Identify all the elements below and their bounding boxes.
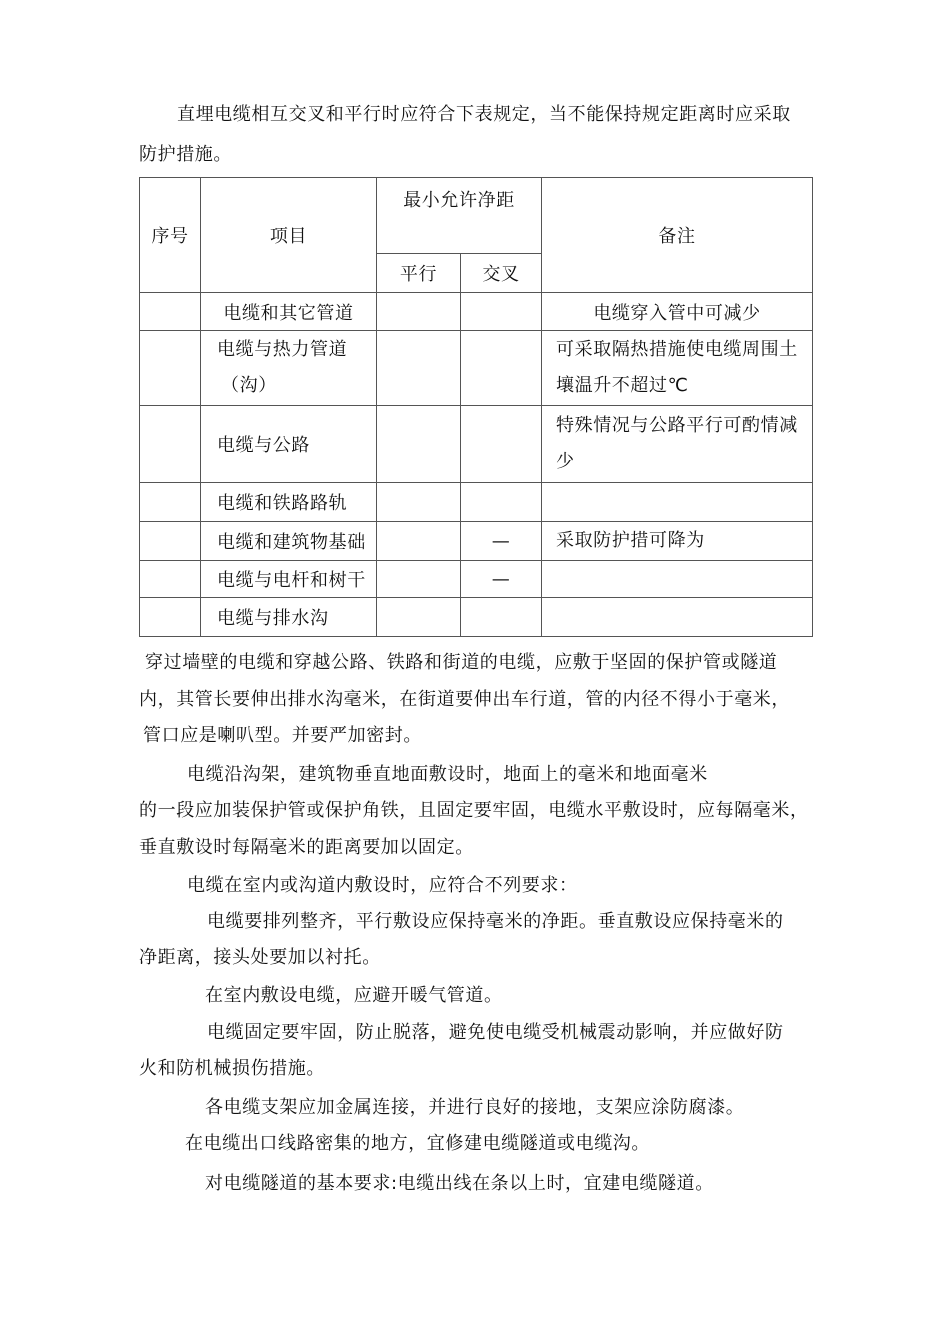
paragraph-8: 在电缆出口线路密集的地方，宜修建电缆隧道或电缆沟。 [185, 1133, 650, 1154]
paragraph-1-line-1: 穿过墙壁的电缆和穿越公路、铁路和街道的电缆，应敷于坚固的保护管或隧道 [145, 652, 778, 673]
header-item: 项目 [201, 178, 377, 293]
paragraph-1-line-3: 管口应是喇叭型。并要严加密封。 [143, 725, 422, 746]
paragraph-4-line-1: 电缆要排列整齐，平行敷设应保持毫米的净距。垂直敷设应保持毫米的 [207, 911, 784, 932]
row-remark: 电缆穿入管中可减少 [542, 293, 813, 331]
row-item: 电缆和铁路路轨 [201, 483, 377, 522]
intro-line-1: 直埋电缆相互交叉和平行时应符合下表规定，当不能保持规定距离时应采取 [177, 104, 791, 125]
intro-line-2: 防护措施。 [139, 144, 232, 165]
row-remark: 采取防护措可降为 [542, 522, 813, 561]
table-header-row [140, 178, 813, 254]
row-cross-dash: — [461, 561, 542, 598]
table-row [140, 522, 813, 561]
row-cross-dash: — [461, 522, 542, 561]
header-seq: 序号 [140, 178, 201, 293]
paragraph-3: 电缆在室内或沟道内敷设时，应符合不列要求： [187, 875, 578, 896]
table-row [140, 406, 813, 483]
paragraph-2-line-3: 垂直敷设时每隔毫米的距离要加以固定。 [139, 837, 474, 858]
row-remark [542, 483, 813, 522]
paragraph-6-line-1: 电缆固定要牢固，防止脱落，避免使电缆受机械震动影响，并应做好防 [207, 1022, 784, 1043]
paragraph-1-line-2: 内，其管长要伸出排水沟毫米，在街道要伸出车行道，管的内径不得小于毫米， [139, 689, 790, 710]
paragraph-2-line-1: 电缆沿沟架，建筑物垂直地面敷设时，地面上的毫米和地面毫米 [187, 764, 708, 785]
header-parallel: 平行 [377, 254, 461, 293]
table-row [140, 598, 813, 637]
table-row [140, 561, 813, 598]
spacing-table [139, 177, 813, 637]
row-item: 电缆与电杆和树干 [201, 561, 377, 598]
paragraph-6-line-2: 火和防机械损伤措施。 [139, 1058, 325, 1079]
row-item: 电缆和其它管道 [201, 293, 377, 331]
row-remark: 可采取隔热措施使电缆周围土 壤温升不超过℃ [542, 331, 813, 406]
paragraph-7: 各电缆支架应加金属连接，并进行良好的接地，支架应涂防腐漆。 [205, 1097, 745, 1118]
table-row [140, 483, 813, 522]
row-item: 电缆和建筑物基础 [201, 522, 377, 561]
header-min-distance: 最小允许净距 [377, 178, 542, 254]
row-remark [542, 561, 813, 598]
paragraph-9: 对电缆隧道的基本要求:电缆出线在条以上时，宜建电缆隧道。 [205, 1173, 714, 1194]
paragraph-5: 在室内敷设电缆，应避开暖气管道。 [205, 985, 503, 1006]
row-item: 电缆与公路 [201, 406, 377, 483]
row-remark: 特殊情况与公路平行可酌情减 少 [542, 406, 813, 483]
row-item: 电缆与热力管道 （沟） [201, 331, 377, 406]
header-remark: 备注 [542, 178, 813, 293]
table-row [140, 331, 813, 406]
header-cross: 交叉 [461, 254, 542, 293]
row-item: 电缆与排水沟 [201, 598, 377, 637]
table-row [140, 293, 813, 331]
paragraph-4-line-2: 净距离，接头处要加以衬托。 [139, 947, 381, 968]
row-remark [542, 598, 813, 637]
paragraph-2-line-2: 的一段应加装保护管或保护角铁，且固定要牢固，电缆水平敷设时，应每隔毫米， [139, 800, 809, 821]
